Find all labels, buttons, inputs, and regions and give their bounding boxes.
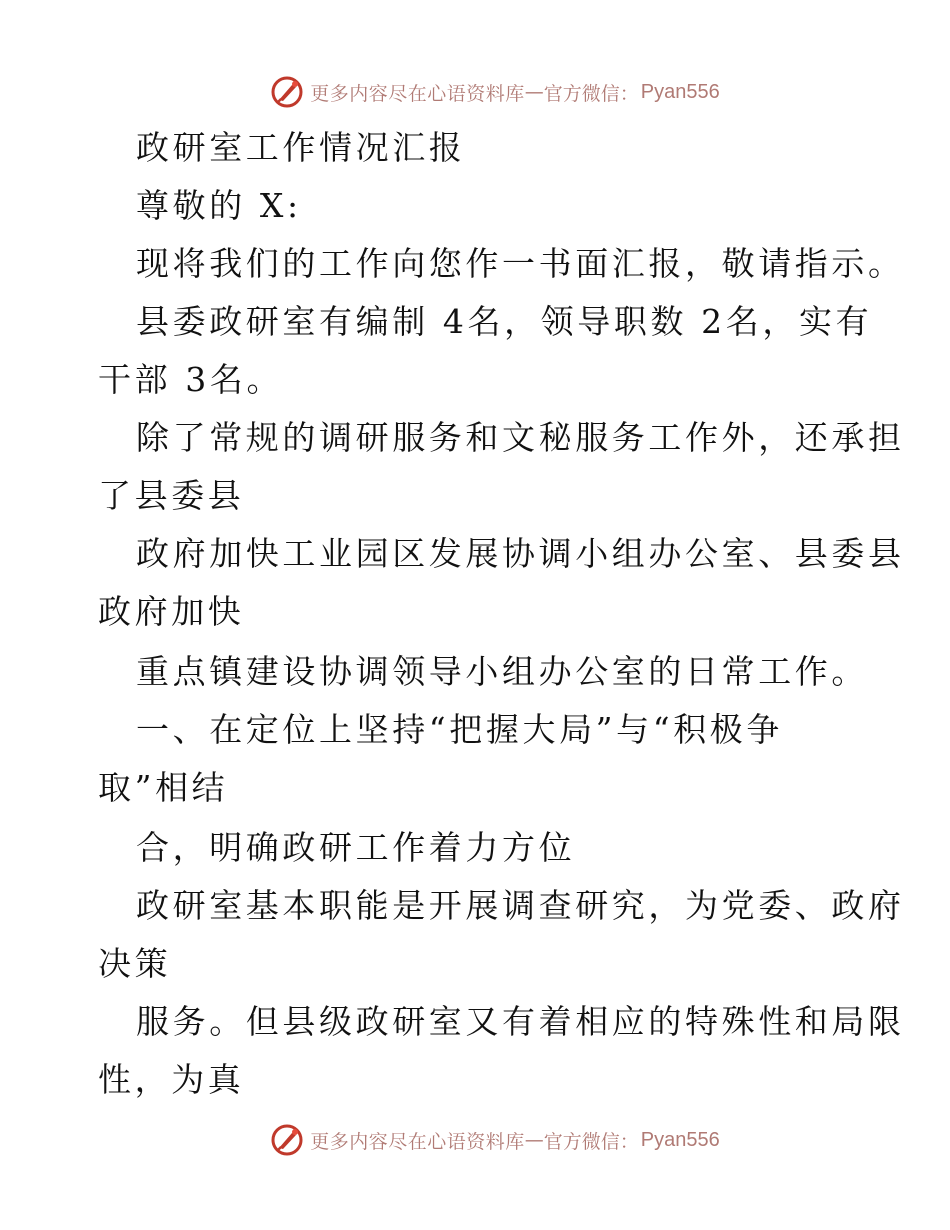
- text-line: 干部 3名。: [98, 360, 284, 399]
- watermark-wechat-label: 官方微信：: [543, 1130, 639, 1153]
- text-line: 政研室基本职能是开展调查研究，为党委、政府: [136, 886, 905, 925]
- watermark-wechat-id: Pyan556: [640, 80, 720, 103]
- section-heading-cont: 合，明确政研工作着力方位: [136, 828, 576, 867]
- watermark-separator: —: [524, 1129, 544, 1151]
- text-line: 县委政研室有编制 4名，领导职数 2名，实有: [136, 302, 873, 341]
- watermark-wechat-label: 官方微信：: [543, 82, 639, 105]
- text-line: 重点镇建设协调领导小组办公室的日常工作。: [136, 652, 868, 691]
- watermark-banner-top: [0, 72, 950, 112]
- text-line: 除了常规的调研服务和文秘服务工作外，还承担: [136, 418, 905, 457]
- watermark-text: 更多内容尽在心语资料库: [310, 1130, 525, 1153]
- watermark-wechat-id: Pyan556: [640, 1128, 720, 1151]
- watermark-content: [270, 75, 720, 109]
- text-line: 政府加快: [98, 592, 245, 631]
- text-line: 了县委县: [98, 476, 245, 515]
- watermark-banner-bottom: [0, 1120, 950, 1160]
- document-title: 政研室工作情况汇报: [136, 128, 466, 167]
- quill-logo-icon: [270, 1123, 304, 1157]
- quill-logo-icon: [270, 75, 304, 109]
- section-heading-cont: 取”相结: [98, 768, 229, 807]
- text-line: 政府加快工业园区发展协调小组办公室、县委县: [136, 534, 905, 573]
- watermark-separator: —: [524, 81, 544, 103]
- watermark-content: [270, 1123, 720, 1157]
- text-line: 性，为真: [98, 1060, 245, 1099]
- watermark-text: 更多内容尽在心语资料库: [310, 82, 525, 105]
- text-line: 服务。但县级政研室又有着相应的特殊性和局限: [136, 1002, 905, 1041]
- section-heading: 一、在定位上坚持“把握大局”与“积极争: [136, 710, 784, 749]
- text-line: 现将我们的工作向您作一书面汇报，敬请指示。: [136, 244, 905, 283]
- text-line: 决策: [98, 944, 172, 983]
- salutation: 尊敬的 X:: [136, 186, 302, 225]
